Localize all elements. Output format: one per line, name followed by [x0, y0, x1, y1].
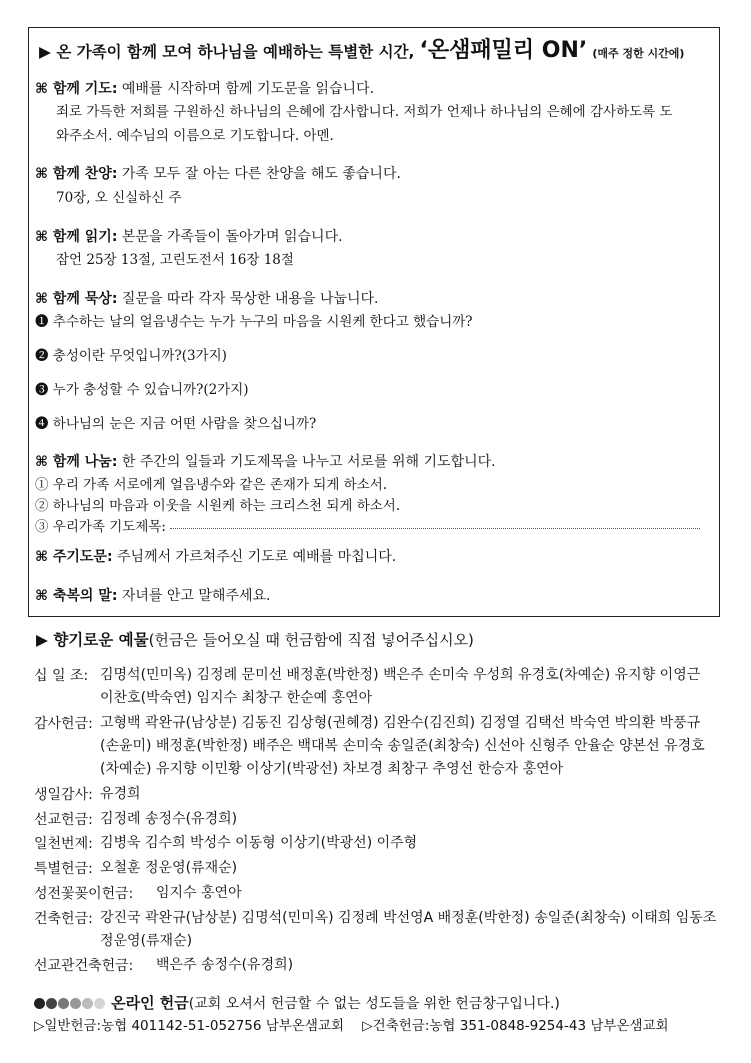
lords-prayer-heading: ⌘ 주기도문: 주님께서 가르쳐주신 기도로 예배를 마칩니다. — [35, 549, 397, 565]
offering-names-line: (손윤미) 배정훈(박한정) 배주은 백대복 손미숙 송일준(최창숙) 신선아 신형주 안율순 양본선 유경호 — [100, 738, 705, 755]
offering-names-line: 김병욱 김수희 박성수 이동형 이상기(박광선) 이주형 — [100, 835, 418, 852]
sharing-1: ① 우리 가족 서로에게 얼음냉수와 같은 존재가 되게 하소서. — [35, 477, 388, 493]
online-accounts — [34, 1020, 669, 1034]
offering-row-label: 생일감사: — [34, 787, 93, 803]
offering-names-line: 정운영(류재순) — [100, 932, 193, 949]
question-2: ❷ 충성이란 무엇입니까?(3가지) — [35, 348, 227, 364]
offering-row-label: 십 일 조: — [34, 668, 89, 684]
offering-row-names — [100, 664, 722, 710]
offering-row-label: 성전꽃꽂이헌금: — [34, 885, 134, 902]
offering-row — [34, 907, 724, 953]
offering-row-names — [156, 882, 751, 905]
offering-row-label: 건축헌금: — [34, 910, 93, 927]
offering-row-label: 특별헌금: — [34, 861, 93, 878]
offering-names-line: 백은주 송정수(유경희) — [156, 957, 294, 974]
offering-row-names — [100, 808, 722, 831]
offering-row — [34, 808, 724, 831]
offering-row-label: 감사헌금: — [34, 715, 93, 732]
offering-row — [34, 664, 724, 710]
dot-icon — [58, 998, 69, 1009]
offering-row — [34, 954, 724, 977]
offering-names-line: 김명석(민미옥) 김정례 문미선 배정훈(박한정) 백은주 손미숙 우성희 유경호(차예순) 유지향 이영근 — [100, 667, 701, 683]
dot-icon — [34, 998, 45, 1009]
online-title: 온라인 헌금(교회 오셔서 헌금할 수 없는 성도들을 위한 헌금창구입니다.) — [34, 995, 560, 1011]
offering-names-line: 오철훈 정운영(류재순) — [100, 860, 238, 877]
offering-row — [34, 783, 724, 806]
family-worship-box — [28, 27, 720, 617]
dot-icon — [70, 998, 81, 1009]
reading-heading: ⌘ 함께 읽기: 본문을 가족들이 돌아가며 읽습니다. — [35, 229, 343, 245]
praise-heading: ⌘ 함께 찬양: 가족 모두 잘 아는 다른 찬양을 해도 좋습니다. — [35, 166, 401, 182]
worship-title-name: ‘온샘패밀리 ON’ — [419, 38, 588, 63]
question-3: ❸ 누가 충성할 수 있습니까?(2가지) — [35, 382, 249, 398]
building-offering-account: ▷건축헌금:농협 351-0848-9254-43 남부온샘교회 — [362, 1018, 669, 1034]
offering-names-line: 임지수 홍연아 — [156, 884, 242, 901]
offering-row-names — [100, 857, 722, 880]
offering-row-names — [100, 907, 722, 953]
offering-names-line: 유경희 — [100, 786, 141, 802]
blessing-heading: ⌘ 축복의 말: 자녀를 안고 말해주세요. — [35, 588, 271, 604]
meditation-heading: ⌘ 함께 묵상: 질문을 따라 각자 묵상한 내용을 나눕니다. — [35, 291, 379, 307]
offering-row-names — [100, 712, 722, 782]
offering-names-line: 김정례 송정수(유경희) — [100, 810, 238, 827]
offering-names-line: 고형백 곽완규(남상분) 김동진 김상형(권혜경) 김완수(김진희) 김정열 김택선 박숙연 박의환 박풍규 — [100, 714, 701, 731]
decorative-dots-icon — [34, 993, 106, 1012]
offering-names-line: (차예순) 유지향 이민황 이상기(박광선) 차보경 최창구 추영선 한승자 홍연아 — [100, 761, 564, 778]
offering-row-label: 선교관건축헌금: — [34, 958, 134, 975]
offering-title: ▶ 향기로운 예물(헌금은 들어오실 때 헌금함에 직접 넣어주십시오) — [36, 631, 474, 649]
offering-row — [34, 832, 724, 855]
reading-text: 잠언 25장 13절, 고린도전서 16장 18절 — [56, 252, 294, 268]
offering-row-names — [100, 783, 722, 806]
worship-title-main: ▶ 온 가족이 함께 모여 하나님을 예배하는 특별한 시간, — [39, 43, 415, 61]
offering-row — [34, 882, 724, 905]
sharing-2: ② 하나님의 마음과 이웃을 시원케 하는 크리스천 되게 하소서. — [35, 498, 401, 514]
question-4: ❹ 하나님의 눈은 지금 어떤 사람을 찾으십니까? — [35, 416, 317, 432]
dot-icon — [46, 998, 57, 1009]
question-1: ❶ 추수하는 날의 얼음냉수는 누가 누구의 마음을 시원케 한다고 했습니까? — [35, 314, 473, 330]
worship-title — [39, 40, 684, 62]
offering-names-line: 이찬호(박숙연) 임지수 최창구 한순예 홍연아 — [100, 690, 373, 707]
online-title-note: (교회 오셔서 헌금할 수 없는 성도들을 위한 헌금창구입니다.) — [188, 996, 560, 1012]
offering-row-label: 선교헌금: — [34, 811, 93, 828]
offering-title-note: (헌금은 들어오실 때 헌금함에 직접 넣어주십시오) — [148, 631, 474, 649]
offering-names-line: 강진국 곽완규(남상분) 김명석(민미옥) 김정례 박선영A 배정훈(박한정) 송일준(최창숙) 이태희 임동조 — [100, 909, 717, 926]
offering-row-names — [100, 832, 722, 855]
worship-title-note: (매주 정한 시간에) — [592, 47, 685, 60]
dot-icon — [94, 998, 105, 1009]
offering-row — [34, 857, 724, 880]
offering-row-label: 일천번제: — [34, 836, 93, 853]
offering-row-names — [156, 954, 751, 977]
general-offering-account: ▷일반헌금:농협 401142-51-052756 남부온샘교회 — [34, 1018, 344, 1034]
sharing-heading: ⌘ 함께 나눔: 한 주간의 일들과 기도제목을 나누고 서로를 위해 기도합니다. — [35, 454, 496, 470]
dot-icon — [82, 998, 93, 1009]
prayer-text-1: 죄로 가득한 저희를 구원하신 하나님의 은혜에 감사합니다. 저희가 언제나 하나님의 은혜에 감사하도록 도 — [56, 104, 673, 120]
prayer-heading: ⌘ 함께 기도: 예배를 시작하며 함께 기도문을 읽습니다. — [35, 81, 375, 97]
praise-text: 70장, 오 신실하신 주 — [56, 190, 182, 206]
offering-row — [34, 712, 724, 782]
prayer-topic-blank — [170, 528, 700, 529]
sharing-3: ③ 우리가족 기도제목: — [35, 521, 700, 535]
prayer-text-2: 와주소서. 예수님의 이름으로 기도합니다. 아멘. — [56, 128, 334, 144]
